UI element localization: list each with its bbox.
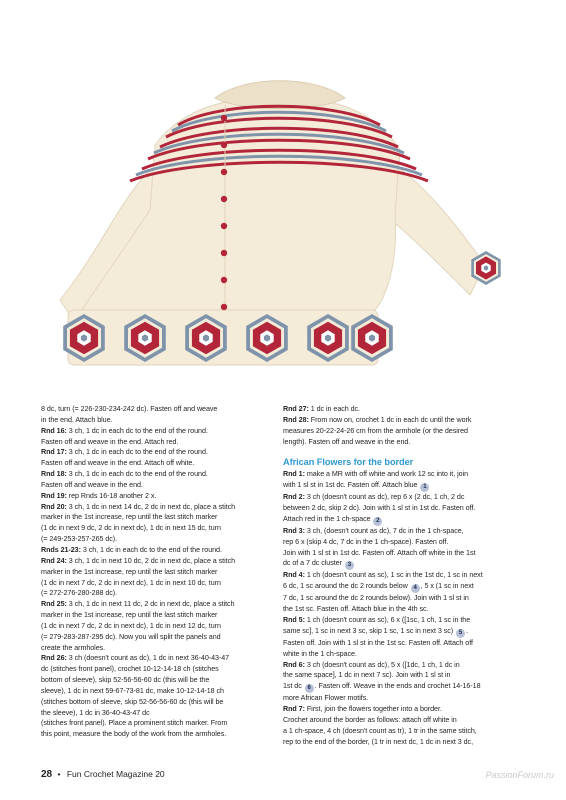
text-line: Fasten off and weave in the end. Attach red. bbox=[41, 437, 179, 446]
round-label: Rnd 27: bbox=[283, 405, 309, 413]
watermark: PassionForum.ru bbox=[485, 770, 554, 780]
round-label: Rnd 4: bbox=[283, 571, 305, 580]
text-line: Rnd 2: 3 ch (doesn't count as dc), rep 6 x (2 dc, 1 ch, 2 dc bbox=[283, 493, 465, 502]
right-sleeve bbox=[385, 165, 485, 295]
right-text-column bbox=[283, 404, 528, 747]
text-line: Rnd 20: 3 ch, 1 dc in next 14 dc, 2 dc in next dc, place a stitch bbox=[41, 502, 236, 511]
round-label: Rnd 2: bbox=[283, 493, 305, 502]
text-line: Fasten off. Join with 1 sl st in the 1st sc. Fasten off. Attach off bbox=[283, 638, 473, 647]
text-line: Fasten off and weave in the end. Attach off white. bbox=[41, 459, 195, 468]
round-label: Rnd 26: bbox=[41, 654, 67, 663]
text-line: (stitches front panel). Place a prominent stitch marker. From bbox=[41, 719, 228, 728]
text-line: Rnd 24: 3 ch, 1 dc in next 10 dc, 2 dc in next dc, place a stitch bbox=[41, 556, 236, 565]
page-number: 28 bbox=[41, 769, 53, 780]
text-line: Join with 1 sl st in 1st dc. Fasten off. Attach off white in the 1st bbox=[283, 548, 476, 557]
text-line: Rnd 18: 3 ch, 1 dc in each dc to the end of the round. bbox=[41, 470, 208, 479]
round-label: Rnd 25: bbox=[41, 600, 67, 609]
round-label: Rnds 21-23: bbox=[41, 545, 81, 554]
text-line: (stitches bottom of sleeve, skip 52-56-56-60 dc (this will be bbox=[41, 697, 224, 706]
text-line: a 1 ch-space, 4 ch (doesn't count as tr), 1 tr in the same stitch, bbox=[283, 726, 477, 735]
text-line: dc (stitches front panel), crochet 10-12-14-18 ch (stitches bbox=[41, 665, 219, 674]
text-line: in the end. Attach blue. bbox=[41, 415, 113, 424]
text-line: Fasten off and weave in the end. bbox=[41, 480, 143, 489]
magazine-title: Fun Crochet Magazine 20 bbox=[66, 769, 165, 779]
text-line: Rnd 25: 3 ch, 1 dc in next 11 dc, 2 dc in next dc, place a stitch bbox=[41, 600, 235, 609]
text-line: more African Flower motifs. bbox=[283, 694, 369, 703]
text-line: 1st dc 6 . Fasten off. Weave in the ends and crochet 14-16-18 bbox=[283, 682, 481, 692]
round-label: Rnd 5: bbox=[283, 615, 305, 624]
round-label: Rnd 17: bbox=[41, 448, 67, 457]
text-line: (1 dc in next 7 dc, 2 dc in next dc), 1 dc in next 12 dc, turn bbox=[41, 621, 221, 630]
text-line: length). Fasten off and weave in the end. bbox=[283, 437, 411, 446]
text-line: Rnds 21-23: 3 ch, 1 dc in each dc to the end of the round. bbox=[41, 545, 222, 554]
text-line: white in the 1 ch-space. bbox=[283, 649, 357, 658]
text-line: Rnd 1: make a MR with off white and work 12 sc into it, join bbox=[283, 470, 468, 479]
text-line: Rnd 17: 3 ch, 1 dc in each dc to the end of the round. bbox=[41, 448, 208, 457]
text-line: (1 dc in next 7 dc, 2 dc in next dc), 1 dc in next 10 dc, turn bbox=[41, 578, 221, 587]
text-line: 8 dc, turn (= 226-230-234-242 dc). Fasten off and weave bbox=[41, 405, 218, 413]
round-label: Rnd 1: bbox=[283, 470, 305, 479]
text-line: rep 6 x (skip 4 dc, 7 dc in the 1 ch-space). Fasten off. bbox=[283, 537, 449, 546]
text-line: the 1st sc. Fasten off. Attach blue in the 4th sc. bbox=[283, 605, 429, 614]
cardigan-neckline bbox=[215, 81, 345, 109]
text-line: this point, measure the body of the work from the armholes. bbox=[41, 730, 227, 739]
cardigan-illustration bbox=[0, 0, 566, 390]
text-line: (= 272-276-280-288 dc). bbox=[41, 589, 118, 598]
text-line: marker in the 1st increase, rep until the last stitch marker bbox=[41, 567, 218, 576]
text-line: marker in the 1st increase, rep until the last stitch marker bbox=[41, 611, 218, 620]
text-line: the same space], 1 dc in next 7 sc). Join with 1 sl st in bbox=[283, 671, 451, 680]
step-badge: 2 bbox=[373, 517, 382, 526]
text-line: with 1 sl st in 1st dc. Fasten off. Attach blue 1 bbox=[283, 480, 528, 492]
text-line: measures 20-22-24-26 cm from the armhole (or the desired bbox=[283, 426, 468, 435]
step-badge: 4 bbox=[411, 584, 420, 593]
step-badge: 6 bbox=[305, 684, 314, 693]
text-line: (1 dc in next 9 dc, 2 dc in next dc), 1 dc in next 15 dc, turn bbox=[41, 524, 221, 533]
round-label: Rnd 7: bbox=[283, 705, 305, 714]
text-line: sleeve), 1 dc in next 59-67-73-81 dc, make 10-12-14-18 ch bbox=[41, 686, 224, 695]
text-line: Rnd 26: 3 ch (doesn't count as dc), 1 dc in next 36-40-43-47 bbox=[41, 654, 230, 663]
text-line: Rnd 3: 3 ch, (doesn't count as dc), 7 dc in the 1 ch-space, bbox=[283, 526, 464, 535]
round-label: Rnd 18: bbox=[41, 470, 67, 479]
text-line: Rnd 16: 3 ch, 1 dc in each dc to the end of the round. bbox=[41, 426, 208, 435]
text-line: dc of a 7 dc cluster 3 bbox=[283, 558, 528, 570]
step-badge: 5 bbox=[456, 629, 465, 638]
footer-bullet: • bbox=[57, 769, 61, 779]
text-line: Rnd 5: 1 ch (doesn't count as sc), 6 x ([1sc, 1 ch, 1 sc in the bbox=[283, 615, 471, 624]
text-line: the sleeve), 1 dc in 36-40-43-47 dc bbox=[41, 708, 150, 717]
text-line: bottom of sleeve), skip 52-56-56-60 dc (this will be the bbox=[41, 676, 210, 685]
step-badge: 3 bbox=[345, 561, 354, 570]
text-line: (= 249-253-257-265 dc). bbox=[41, 535, 118, 544]
text-line: rep to the end of the border, (1 tr in next dc, 1 dc in next 3 dc, bbox=[283, 737, 474, 746]
text-line: Rnd 6: 3 ch (doesn't count as dc), 5 x ([1dc, 1 ch, 1 dc in bbox=[283, 660, 460, 669]
step-badge: 1 bbox=[420, 483, 429, 492]
round-label: Rnd 20: bbox=[41, 502, 67, 511]
round-label: Rnd 19: bbox=[41, 491, 67, 500]
cardigan-photo bbox=[0, 0, 566, 390]
text-line: Rnd 7: First, join the flowers together into a border. bbox=[283, 705, 442, 714]
text-line: between 2 dc, skip 2 dc). Join with 1 sl st in 1st dc. Fasten off. bbox=[283, 504, 476, 513]
text-line: Rnd 4: 1 ch (doesn't count as sc), 1 sc in the 1st dc, 1 sc in next bbox=[283, 571, 483, 580]
text-line: create the armholes. bbox=[41, 643, 106, 652]
left-text-column bbox=[41, 404, 273, 740]
section-heading: African Flowers for the border bbox=[283, 457, 414, 468]
round-label: Rnd 16: bbox=[41, 426, 67, 435]
text-line: 7 dc, 1 sc around the dc 2 rounds below). Join with 1 sl st in bbox=[283, 594, 469, 603]
text-line: marker in the 1st increase, rep until the last stitch marker bbox=[41, 513, 218, 522]
text-line: 6 dc, 1 sc around the dc 2 rounds below 4 , 5 x (1 sc in next bbox=[283, 582, 474, 592]
round-label: Rnd 6: bbox=[283, 660, 305, 669]
round-label: Rnd 3: bbox=[283, 526, 305, 535]
text-line: Rnd 19: rep Rnds 16-18 another 2 x. bbox=[41, 491, 157, 500]
text-line: Rnd 27: 1 dc in each dc. bbox=[283, 405, 360, 413]
text-line: (= 279-283-287-295 dc). Now you will split the panels and bbox=[41, 632, 221, 641]
text-line: Crochet around the border as follows: attach off white in bbox=[283, 715, 457, 724]
page-footer bbox=[41, 769, 165, 780]
text-line: Attach red in the 1 ch-space 2 bbox=[283, 514, 528, 526]
text-line: same sc], 1 sc in next 3 sc, skip 1 sc, 1 sc in next 3 sc) 5 . bbox=[283, 626, 468, 636]
text-line: Rnd 28: From now on, crochet 1 dc in each dc until the work bbox=[283, 415, 472, 424]
round-label: Rnd 24: bbox=[41, 556, 67, 565]
round-label: Rnd 28: bbox=[283, 415, 309, 424]
